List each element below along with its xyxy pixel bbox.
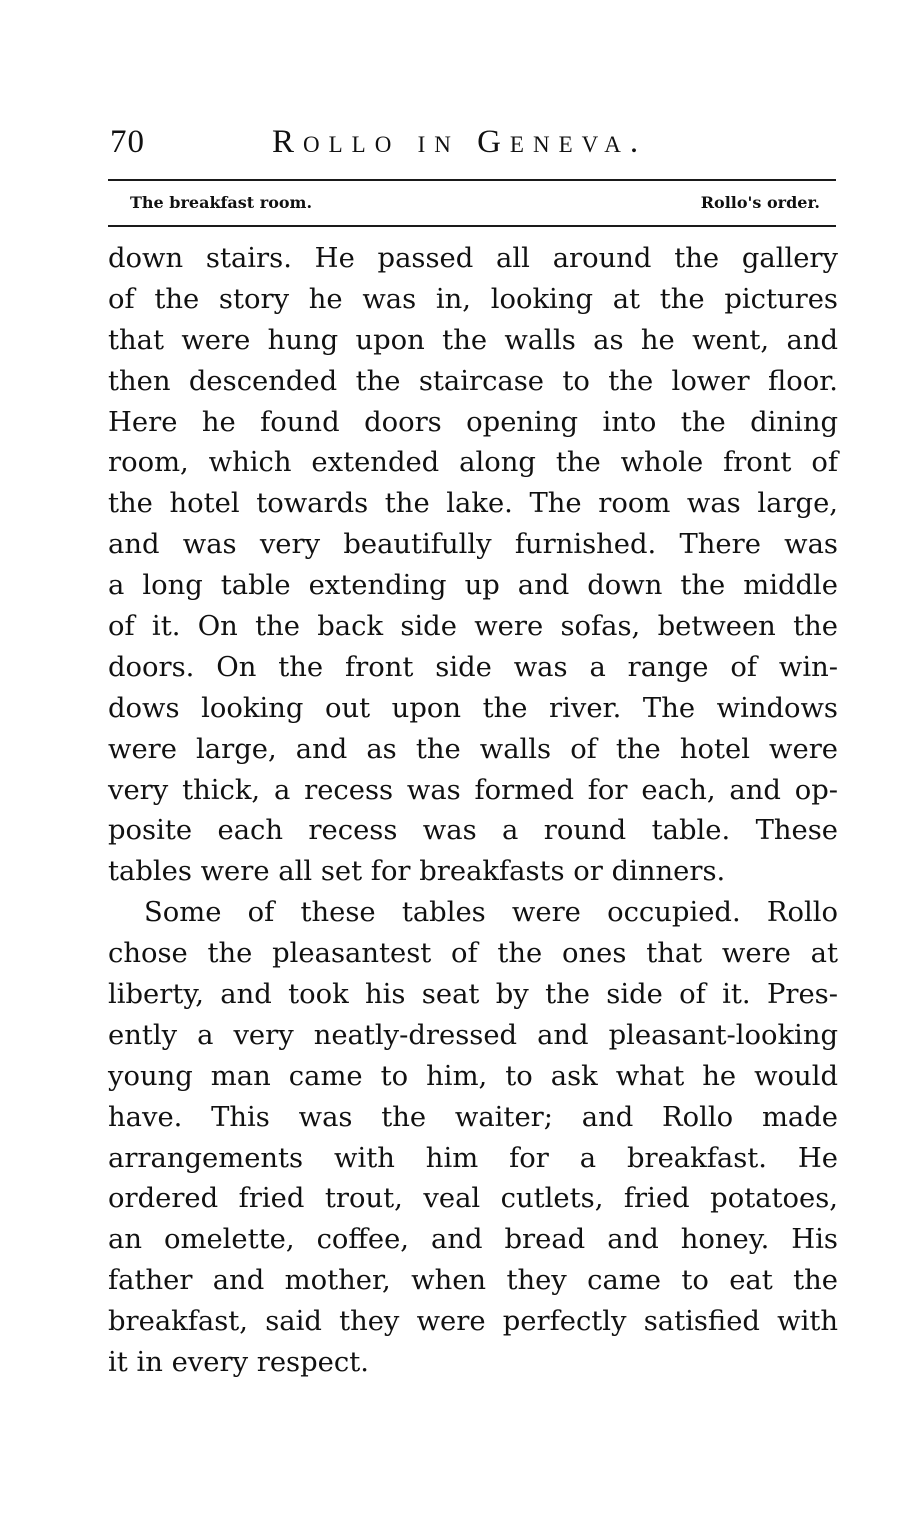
page-number: 70	[110, 124, 145, 160]
text-line: room, which extended along the whole front of	[108, 447, 838, 479]
text-line: ordered fried trout, veal cutlets, fried potatoes,	[108, 1183, 838, 1215]
subhead-left: The breakfast room.	[130, 193, 313, 212]
text-line: it in every respect.	[108, 1347, 369, 1379]
text-line: Here he found doors opening into the dining	[108, 406, 838, 438]
text-line: a long table extending up and down the middle	[108, 570, 838, 602]
header-rule-top	[108, 179, 836, 181]
book-title: Rollo in Geneva.	[272, 124, 648, 160]
text-line: were large, and as the walls of the hotel were	[108, 733, 838, 765]
text-line: the hotel towards the lake. The room was large,	[108, 488, 838, 520]
text-line: that were hung upon the walls as he went, and	[108, 324, 838, 356]
text-line: ently a very neatly-dressed and pleasant-looking	[108, 1019, 838, 1051]
text-line: doors. On the front side was a range of win-	[108, 651, 838, 683]
text-line: down stairs. He passed all around the gallery	[108, 243, 838, 274]
text-line: young man came to him, to ask what he would	[108, 1060, 838, 1092]
text-line: of the story he was in, looking at the pictures	[108, 283, 838, 315]
header-rule-bottom	[108, 225, 836, 227]
text-line: arrangements with him for a breakfast. He	[108, 1142, 838, 1174]
text-line: of it. On the back side were sofas, between the	[108, 611, 838, 643]
paragraph	[108, 893, 838, 1384]
text-line: liberty, and took his seat by the side of it. Pres-	[108, 979, 838, 1011]
text-line: very thick, a recess was formed for each, and op-	[108, 774, 838, 806]
body-text	[108, 239, 838, 1384]
text-line: breakfast, said they were perfectly satisfied with	[108, 1306, 838, 1338]
text-line: an omelette, coffee, and bread and honey. His	[108, 1224, 838, 1256]
text-line: Some of these tables were occupied. Rollo	[144, 897, 838, 929]
subhead-right: Rollo's order.	[700, 193, 820, 212]
text-line: tables were all set for breakfasts or dinners.	[108, 856, 726, 888]
paragraph	[108, 239, 838, 893]
running-head	[108, 118, 836, 168]
text-line: chose the pleasantest of the ones that were at	[108, 938, 838, 970]
text-line: then descended the staircase to the lower floor.	[108, 365, 838, 397]
text-line: have. This was the waiter; and Rollo made	[108, 1101, 838, 1133]
text-line: father and mother, when they came to eat the	[108, 1265, 838, 1297]
text-line: and was very beautifully furnished. There was	[108, 529, 838, 561]
text-line: posite each recess was a round table. These	[108, 815, 838, 847]
section-subhead	[108, 190, 836, 216]
text-line: dows looking out upon the river. The windows	[108, 692, 838, 724]
